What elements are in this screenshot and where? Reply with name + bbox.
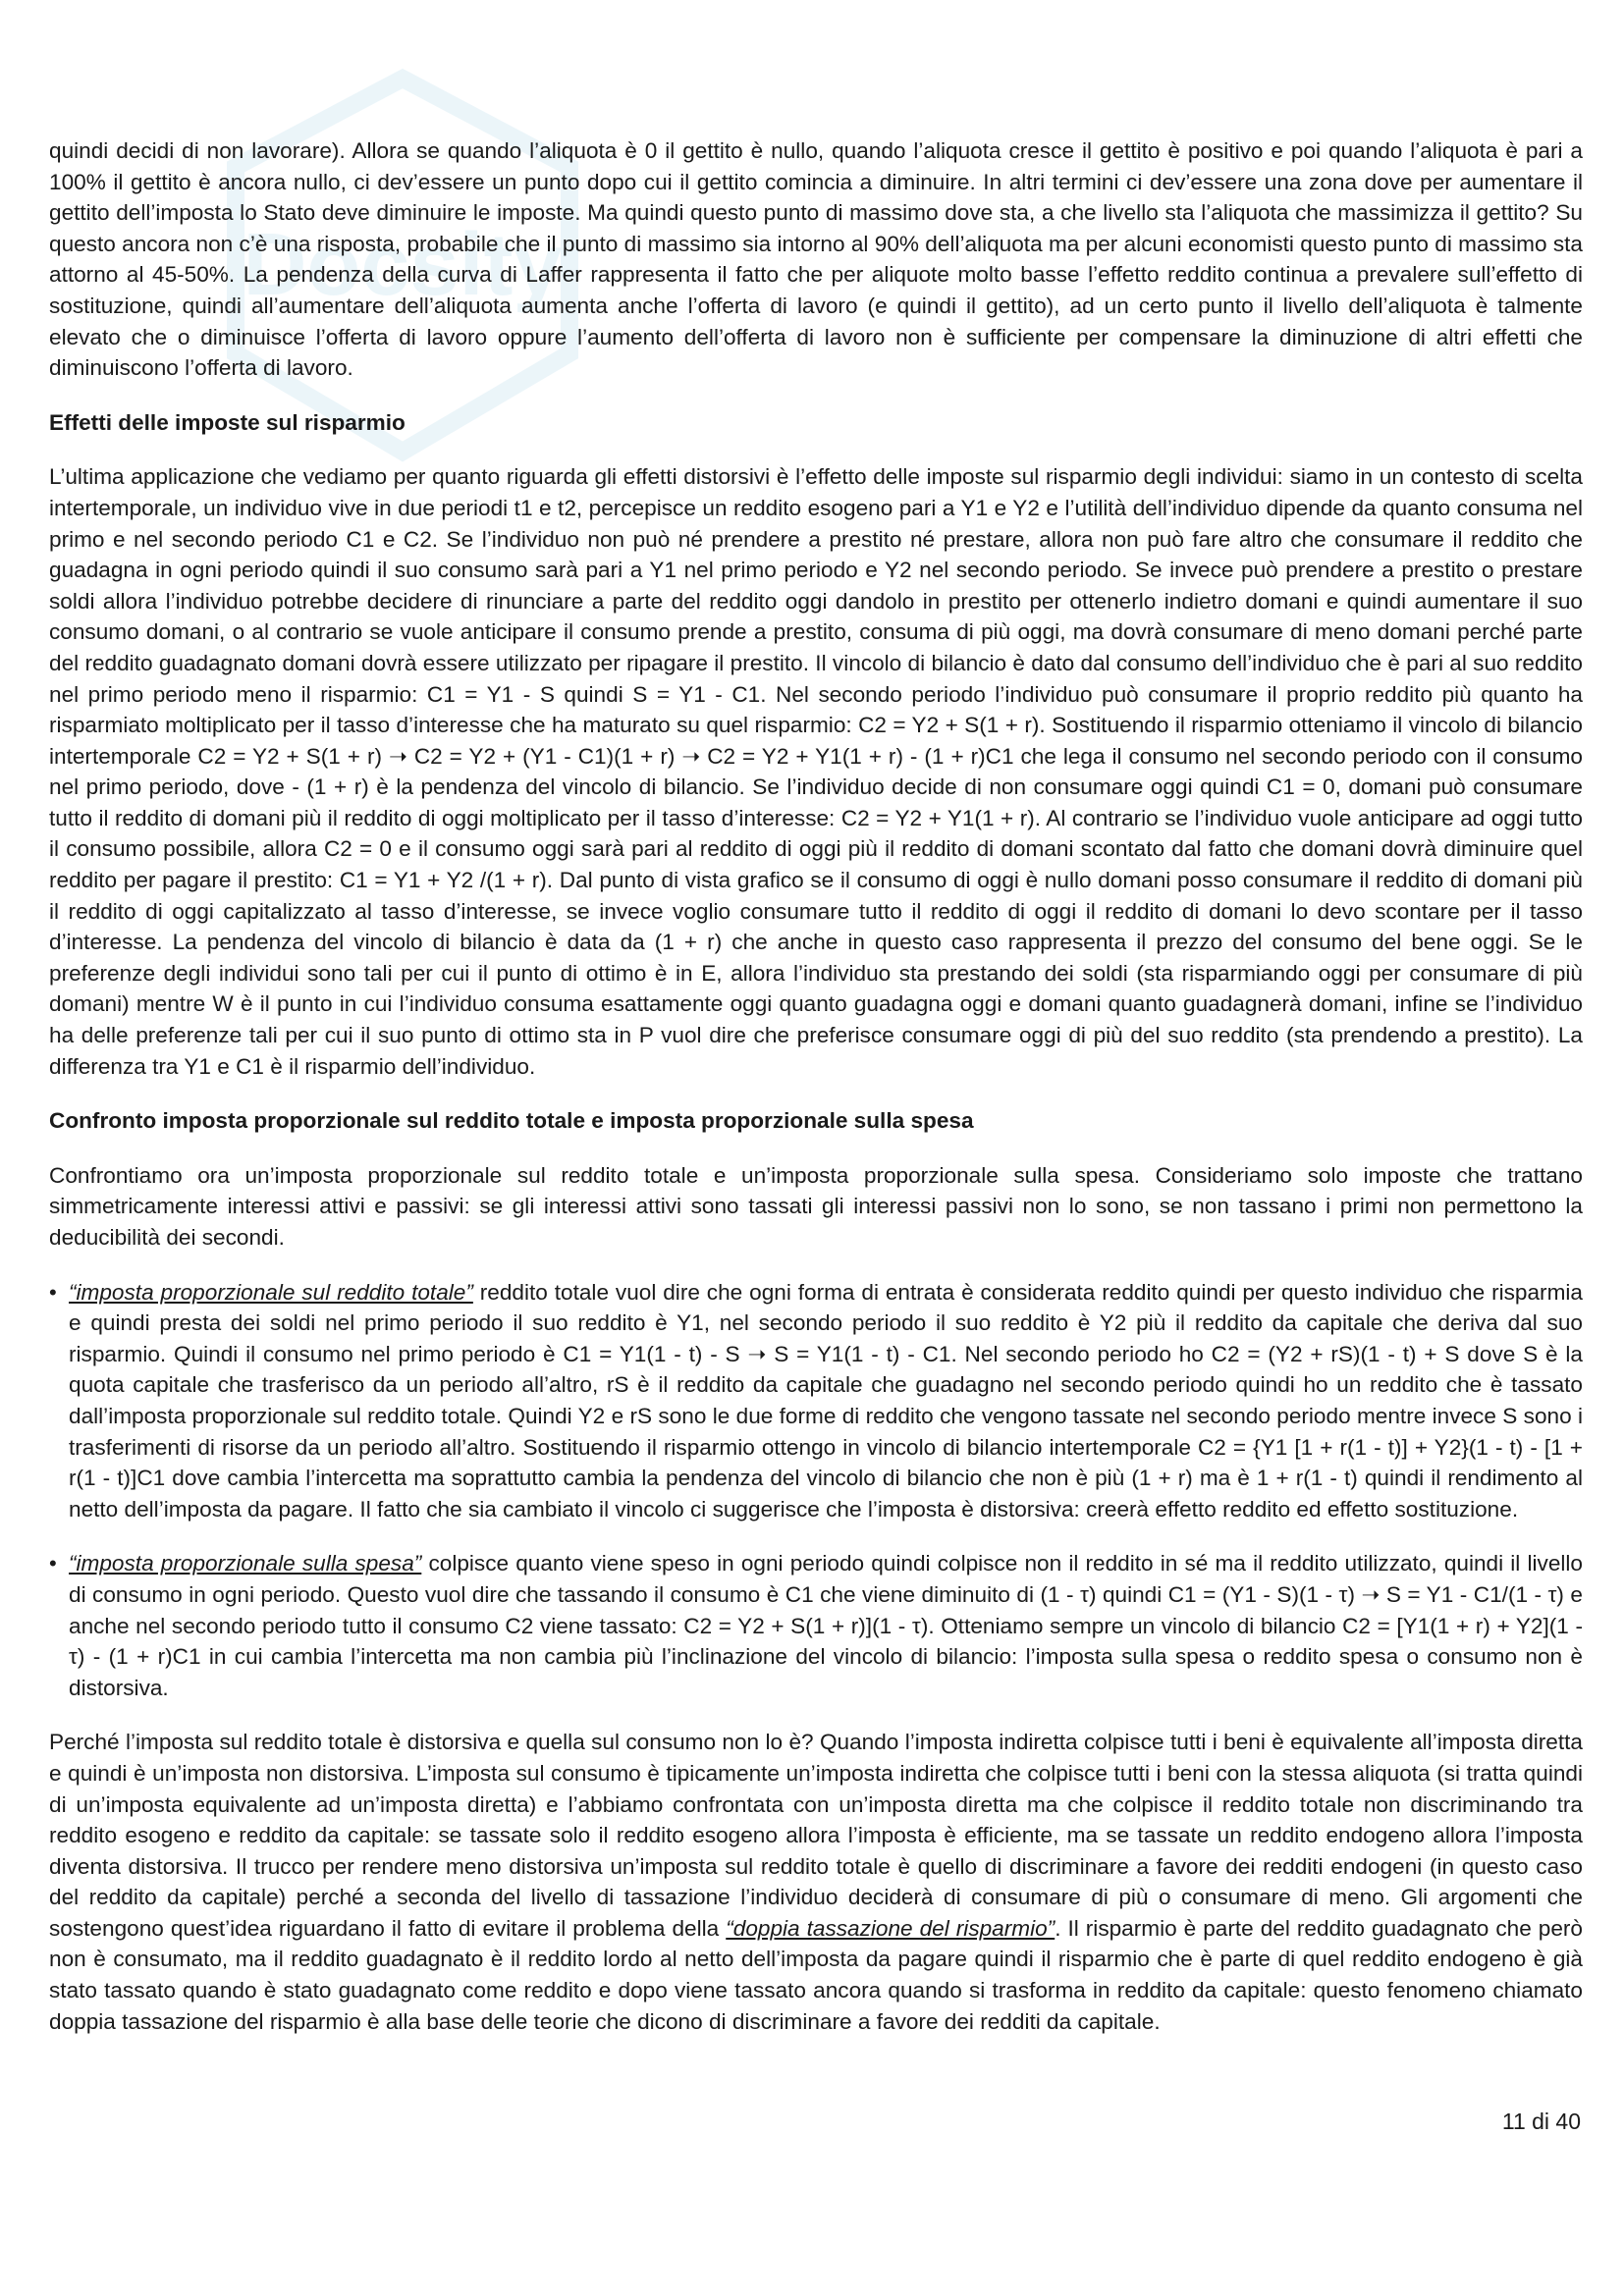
- bullet-dot: •: [49, 1279, 57, 1305]
- paragraph-risparmio: L’ultima applicazione che vediamo per quanto riguarda gli effetti distorsivi è l’effetto delle imposte sul risparmio degli individui: siamo in un contesto di scelta intertemporale, un individuo vive in due periodi t1 e t2, percepisce un reddito esogeno pari a Y1 e Y2 e l’utilità dell’individuo dipende da quanto consuma nel primo e nel secondo periodo C1 e C2. Se l’individuo non può né prendere a prestito né prestare, allora non può fare altro che consumare il reddito che guadagna in ogni periodo quindi il suo consumo sarà pari a Y1 nel primo periodo e Y2 nel secondo periodo. Se invece può prendere a prestito o prestare soldi allora l’individuo potrebbe decidere di rinunciare a parte del reddito oggi dandolo in prestito per ottenerlo indietro domani e quindi aumentare il suo consumo domani, o al contrario se vuole anticipare il consumo prende a prestito, consuma di più oggi, ma dovrà consumare di meno domani perché parte del reddito guadagnato domani dovrà essere utilizzato per ripagare il prestito. Il vincolo di bilancio è dato dal consumo dell’individuo che è pari al suo reddito nel primo periodo meno il risparmio: C1 = Y1 - S quindi S = Y1 - C1. Nel secondo periodo l’individuo può consumare il proprio reddito più quanto ha risparmiato moltiplicato per il tasso d’interesse che ha maturato su quel risparmio: C2 = Y2 + S(1 + r). Sostituendo il risparmio otteniamo il vincolo di bilancio intertemporale C2 = Y2 + S(1 + r) ➝ C2 = Y2 + (Y1 - C1)(1 + r) ➝ C2 = Y2 + Y1(1 + r) - (1 + r)C1 che lega il consumo nel secondo periodo con il consumo nel primo periodo, dove - (1 + r) è la pendenza del vincolo di bilancio. Se l’individuo decide di non consumare oggi quindi C1 = 0, domani può consumare tutto il reddito di domani più il reddito di oggi moltiplicato per il tasso d’interesse: C2 = Y2 + Y1(1 + r). Al contrario se l’individuo vuole anticipare ad oggi tutto il consumo possibile, allora C2 = 0 e il consumo oggi sarà pari al reddito di oggi più il reddito di domani scontato dal fatto che domani dovrà diminuire quel reddito per pagare il prestito: C1 = Y1 + Y2 /(1 + r). Dal punto di vista grafico se il consumo di oggi è nullo domani posso consumare il reddito di domani più il reddito di oggi capitalizzato al tasso d’interesse, se invece voglio consumare tutto il reddito di oggi il reddito di domani lo devo scontare per il tasso d’interesse. La pendenza del vincolo di bilancio è data da (1 + r) che anche in questo caso rappresenta il prezzo del consumo del bene oggi. Se le preferenze degli individui sono tali per cui il punto di ottimo è in E, allora l’individuo sta prestando dei soldi (sta risparmiando oggi per consumare di più domani) mentre W è il punto in cui l’individuo consuma esattamente oggi quanto guadagna oggi e domani quanto guadagnerà domani, infine se l’individuo ha delle preferenze tali per cui il suo punto di ottimo sta in P vuol dire che preferisce consumare oggi di più del suo reddito (sta prendendo a prestito). La differenza tra Y1 e C1 è il risparmio dell’individuo.: [49, 464, 1583, 1079]
- paragraph-distorsiva-b: . Il risparmio è parte del reddito guadagnato che però non è consumato, ma il reddito guadagnato è il reddito lordo al netto dell’imposta da pagare quindi il risparmio che è parte di quel reddito endogeno è già stato tassato quando è stato guadagnato come reddito e dopo viene tassato ancora quando si trasforma in reddito da capitale: questo fenomeno chiamato doppia tassazione del risparmio è alla base delle teorie che dicono di discriminare a favore dei redditi da capitale.: [49, 1915, 1583, 2034]
- paragraph-laffer: quindi decidi di non lavorare). Allora se quando l’aliquota è 0 il gettito è nullo, quando l’aliquota cresce il gettito è positivo e poi quando l’aliquota è pari a 100% il gettito è ancora nullo, ci dev’essere un punto dopo cui il gettito comincia a diminuire. In altri termini ci dev’essere una zona dove per aumentare il gettito dell’imposta lo Stato deve diminuire le imposte. Ma quindi questo punto di massimo dove sta, a che livello sta l’aliquota che massimizza il gettito? Su questo ancora non c’è una risposta, probabile che il punto di massimo sia intorno al 90% dell’aliquota ma per alcuni economisti questo punto di massimo sta attorno al 45-50%. La pendenza della curva di Laffer rappresenta il fatto che per aliquote molto basse l’effetto reddito continua a prevalere sull’effetto di sostituzione, quindi all’aumentare dell’aliquota aumenta anche l’offerta di lavoro (e quindi il gettito), ad un certo punto il livello dell’aliquota è talmente elevato che o diminuisce l’offerta di lavoro oppure l’aumento dell’offerta di lavoro non è sufficiente per compensare la diminuzione di altri effetti che diminuiscono l’offerta di lavoro.: [49, 138, 1583, 381]
- term-reddito-totale: “imposta proporzionale sul reddito totale”: [69, 1279, 473, 1305]
- bullet-spesa: [49, 1548, 1583, 1703]
- term-doppia-tassazione: “doppia tassazione del risparmio”: [726, 1915, 1056, 1941]
- page-number: 11 di 40: [1501, 2109, 1581, 2134]
- bullet-text-reddito-totale: reddito totale vuol dire che ogni forma di entrata è considerata reddito quindi per questo individuo che risparmia e quindi presta dei soldi nel primo periodo il suo reddito è Y1, nel secondo periodo il suo reddito è Y2 più il reddito da capitale che deriva dal suo risparmio. Quindi il consumo nel primo periodo è C1 = Y1(1 - t) - S ➝ S = Y1(1 - t) - C1. Nel secondo periodo ho C2 = (Y2 + rS)(1 - t) + S dove S è la quota capitale che trasferisco da un periodo all’altro, rS è il reddito da capitale che guadagno nel secondo periodo quindi ho un reddito che è tassato dall’imposta proporzionale sul reddito totale. Quindi Y2 e rS sono le due forme di reddito che vengono tassate nel secondo periodo mentre invece S sono i trasferimenti di risorse da un periodo all’altro. Sostituendo il risparmio ottengo in vincolo di bilancio intertemporale C2 = {Y1 [1 + r(1 - t)] + Y2}(1 - t) - [1 + r(1 - t)]C1 dove cambia l’intercetta ma soprattutto cambia la pendenza del vincolo di bilancio che non è più (1 + r) ma è 1 + r(1 - t) quindi il rendimento al netto dell’imposta da pagare. Il fatto che sia cambiato il vincolo ci suggerisce che l’imposta è distorsiva: creerà effetto reddito ed effetto sostituzione.: [69, 1279, 1583, 1522]
- document-page: [49, 135, 1583, 2037]
- watermark-text: Docsity: [243, 216, 563, 314]
- paragraph-distorsiva-a: Perché l’imposta sul reddito totale è distorsiva e quella sul consumo non lo è? Quando l’imposta indiretta colpisce tutti i beni è equivalente all’imposta diretta e quindi è un’imposta non distorsiva. L’imposta sul consumo è tipicamente un’imposta indiretta che colpisce tutti i beni con la stessa aliquota (si tratta quindi di un’imposta equivalente ad un’imposta diretta) e l’abbiamo confrontata con un’imposta diretta ma che colpisce il reddito totale non discriminando tra reddito esogeno e reddito da capitale: se tassate solo il reddito esogeno allora l’imposta è efficiente, ma se tassate un reddito endogeno allora l’imposta diventa distorsiva. Il trucco per rendere meno distorsiva un’imposta sul reddito totale è quello di discriminare a favore dei redditi endogeni (in questo caso del reddito da capitale) perché a seconda del livello di tassazione l’individuo deciderà di consumare di più o consumare di meno. Gli argomenti che sostengono quest’idea riguardano il fatto di evitare il problema della: [49, 1730, 1583, 1941]
- bullet-dot: •: [49, 1551, 57, 1576]
- bullet-reddito-totale: [49, 1277, 1583, 1525]
- paragraph-distorsiva: [49, 1727, 1583, 2037]
- bullet-text-spesa: colpisce quanto viene speso in ogni periodo quindi colpisce non il reddito in sé ma il reddito utilizzato, quindi il livello di consumo in ogni periodo. Questo vuol dire che tassando il consumo è C1 che viene diminuito di (1 - τ) quindi C1 = (Y1 - S)(1 - τ) ➝ S = Y1 - C1/(1 - τ) e anche nel secondo periodo tutto il consumo C2 viene tassato: C2 = Y2 + S(1 + r)](1 - τ). Otteniamo sempre un vincolo di bilancio C2 = [Y1(1 + r) + Y2](1 - τ) - (1 + r)C1 in cui cambia l’intercetta ma non cambia più l’inclinazione del vincolo di bilancio: l’imposta sulla spesa o reddito spesa o consumo non è distorsiva.: [69, 1551, 1583, 1700]
- term-spesa: “imposta proporzionale sulla spesa”: [69, 1551, 422, 1576]
- heading-risparmio: Effetti delle imposte sul risparmio: [49, 409, 406, 435]
- paragraph-confronto: Confrontiamo ora un’imposta proporzionale sul reddito totale e un’imposta proporzionale sulla spesa. Consideriamo solo imposte che trattano simmetricamente interessi attivi e passivi: se gli interessi attivi sono tassati gli interessi passivi non lo sono, se non tassano i primi non permettono la deducibilità dei secondi.: [49, 1162, 1583, 1250]
- heading-confronto: Confronto imposta proporzionale sul reddito totale e imposta proporzionale sulla spesa: [49, 1108, 974, 1134]
